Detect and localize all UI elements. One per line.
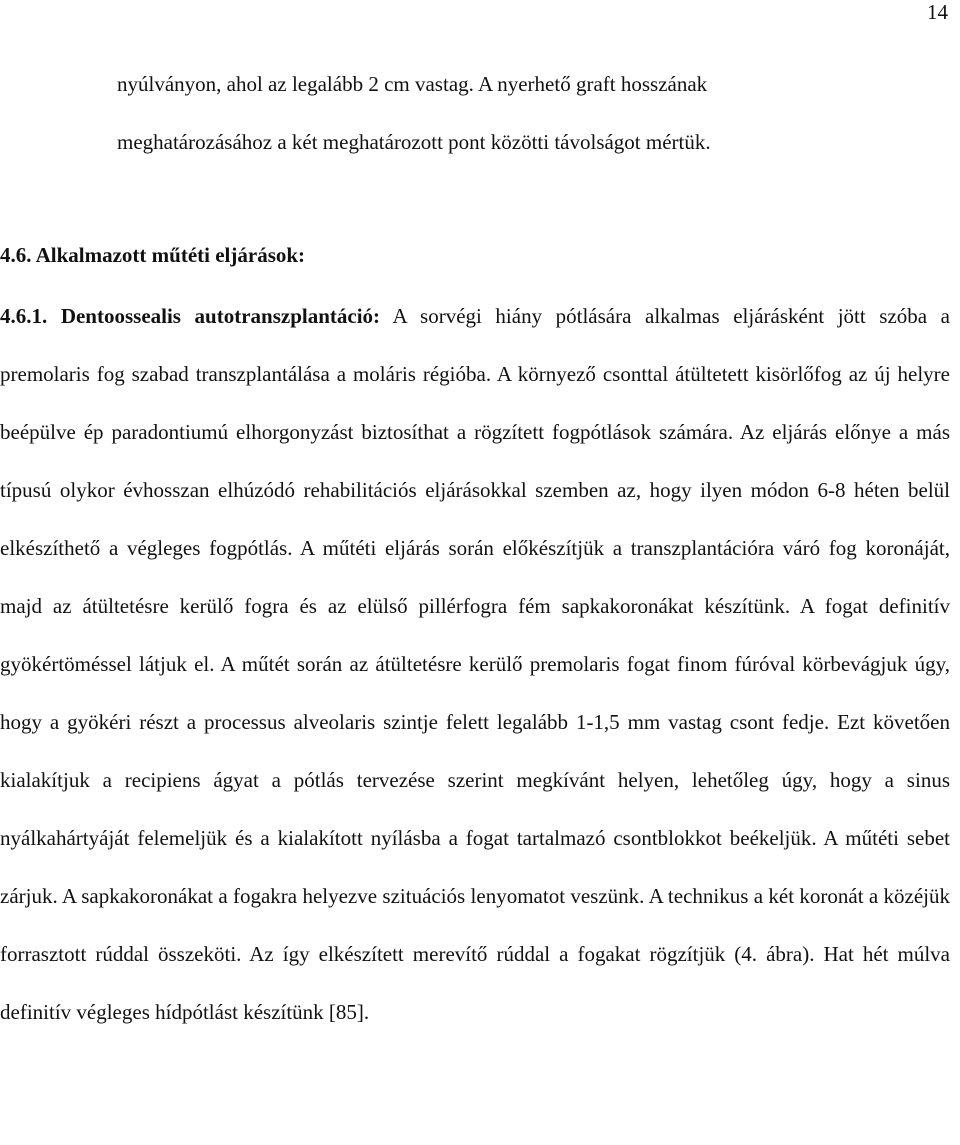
page-number: 14 — [927, 0, 948, 24]
continued-line-1: nyúlványon, ahol az legalább 2 cm vastag. A nyerhető graft hosszának — [117, 72, 708, 96]
subsection-title: 4.6.1. Dentoossealis autotranszplantáció: — [0, 304, 381, 328]
subsection-body: A sorvégi hiány pótlására alkalmas eljárásként jött szóba a premolaris fog szabad transzplantálása a moláris régióba. A környező csonttal átültetett kisörlőfog az új helyre beépülve ép paradontiumú elhorgonyzást biztosíthat a rögzített fogpótlások számára. Az eljárás előnye a más típusú olykor évhosszan elhúzódó rehabilitációs eljárásokkal szemben az, hogy ilyen módon 6-8 héten belül elkészíthető a végleges fogpótlás. A műtéti eljárás során előkészítjük a transzplantációra váró fog koronáját, majd az átültetésre kerülő fogra és az elülső pillérfogra fém sapkakoronákat készítünk. A fogat definitív gyökértöméssel látjuk el. A műtét során az átültetésre kerülő premolaris fogat finom fúróval körbevágjuk úgy, hogy a gyökéri részt a processus alveolaris szintje felett legalább 1-1,5 mm vastag csont fedje. Ezt követően kialakítjuk a recipiens ágyat a pótlás tervezése szerint megkívánt helyen, lehetőleg úgy, hogy a sinus nyálkahártyáját felemeljük és a kialakított nyílásba a fogat tartalmazó csontblokkot beékeljük. A műtéti sebet zárjuk. A sapkakoronákat a fogakra helyezve szituációs lenyomatot veszünk. A technikus a két koronát a közéjük forrasztott rúddal összeköti. Az így elkészített merevítő rúddal a fogakat rögzítjük (4. ábra). Hat hét múlva definitív végleges hídpótlást készítünk [85]. — [0, 304, 950, 1024]
subsection-paragraph — [0, 287, 950, 1041]
continued-line-2: meghatározásához a két meghatározott pont közötti távolságot mértük. — [117, 130, 711, 154]
section-heading: 4.6. Alkalmazott műtéti eljárások: — [0, 243, 306, 267]
continued-paragraph — [0, 55, 950, 171]
